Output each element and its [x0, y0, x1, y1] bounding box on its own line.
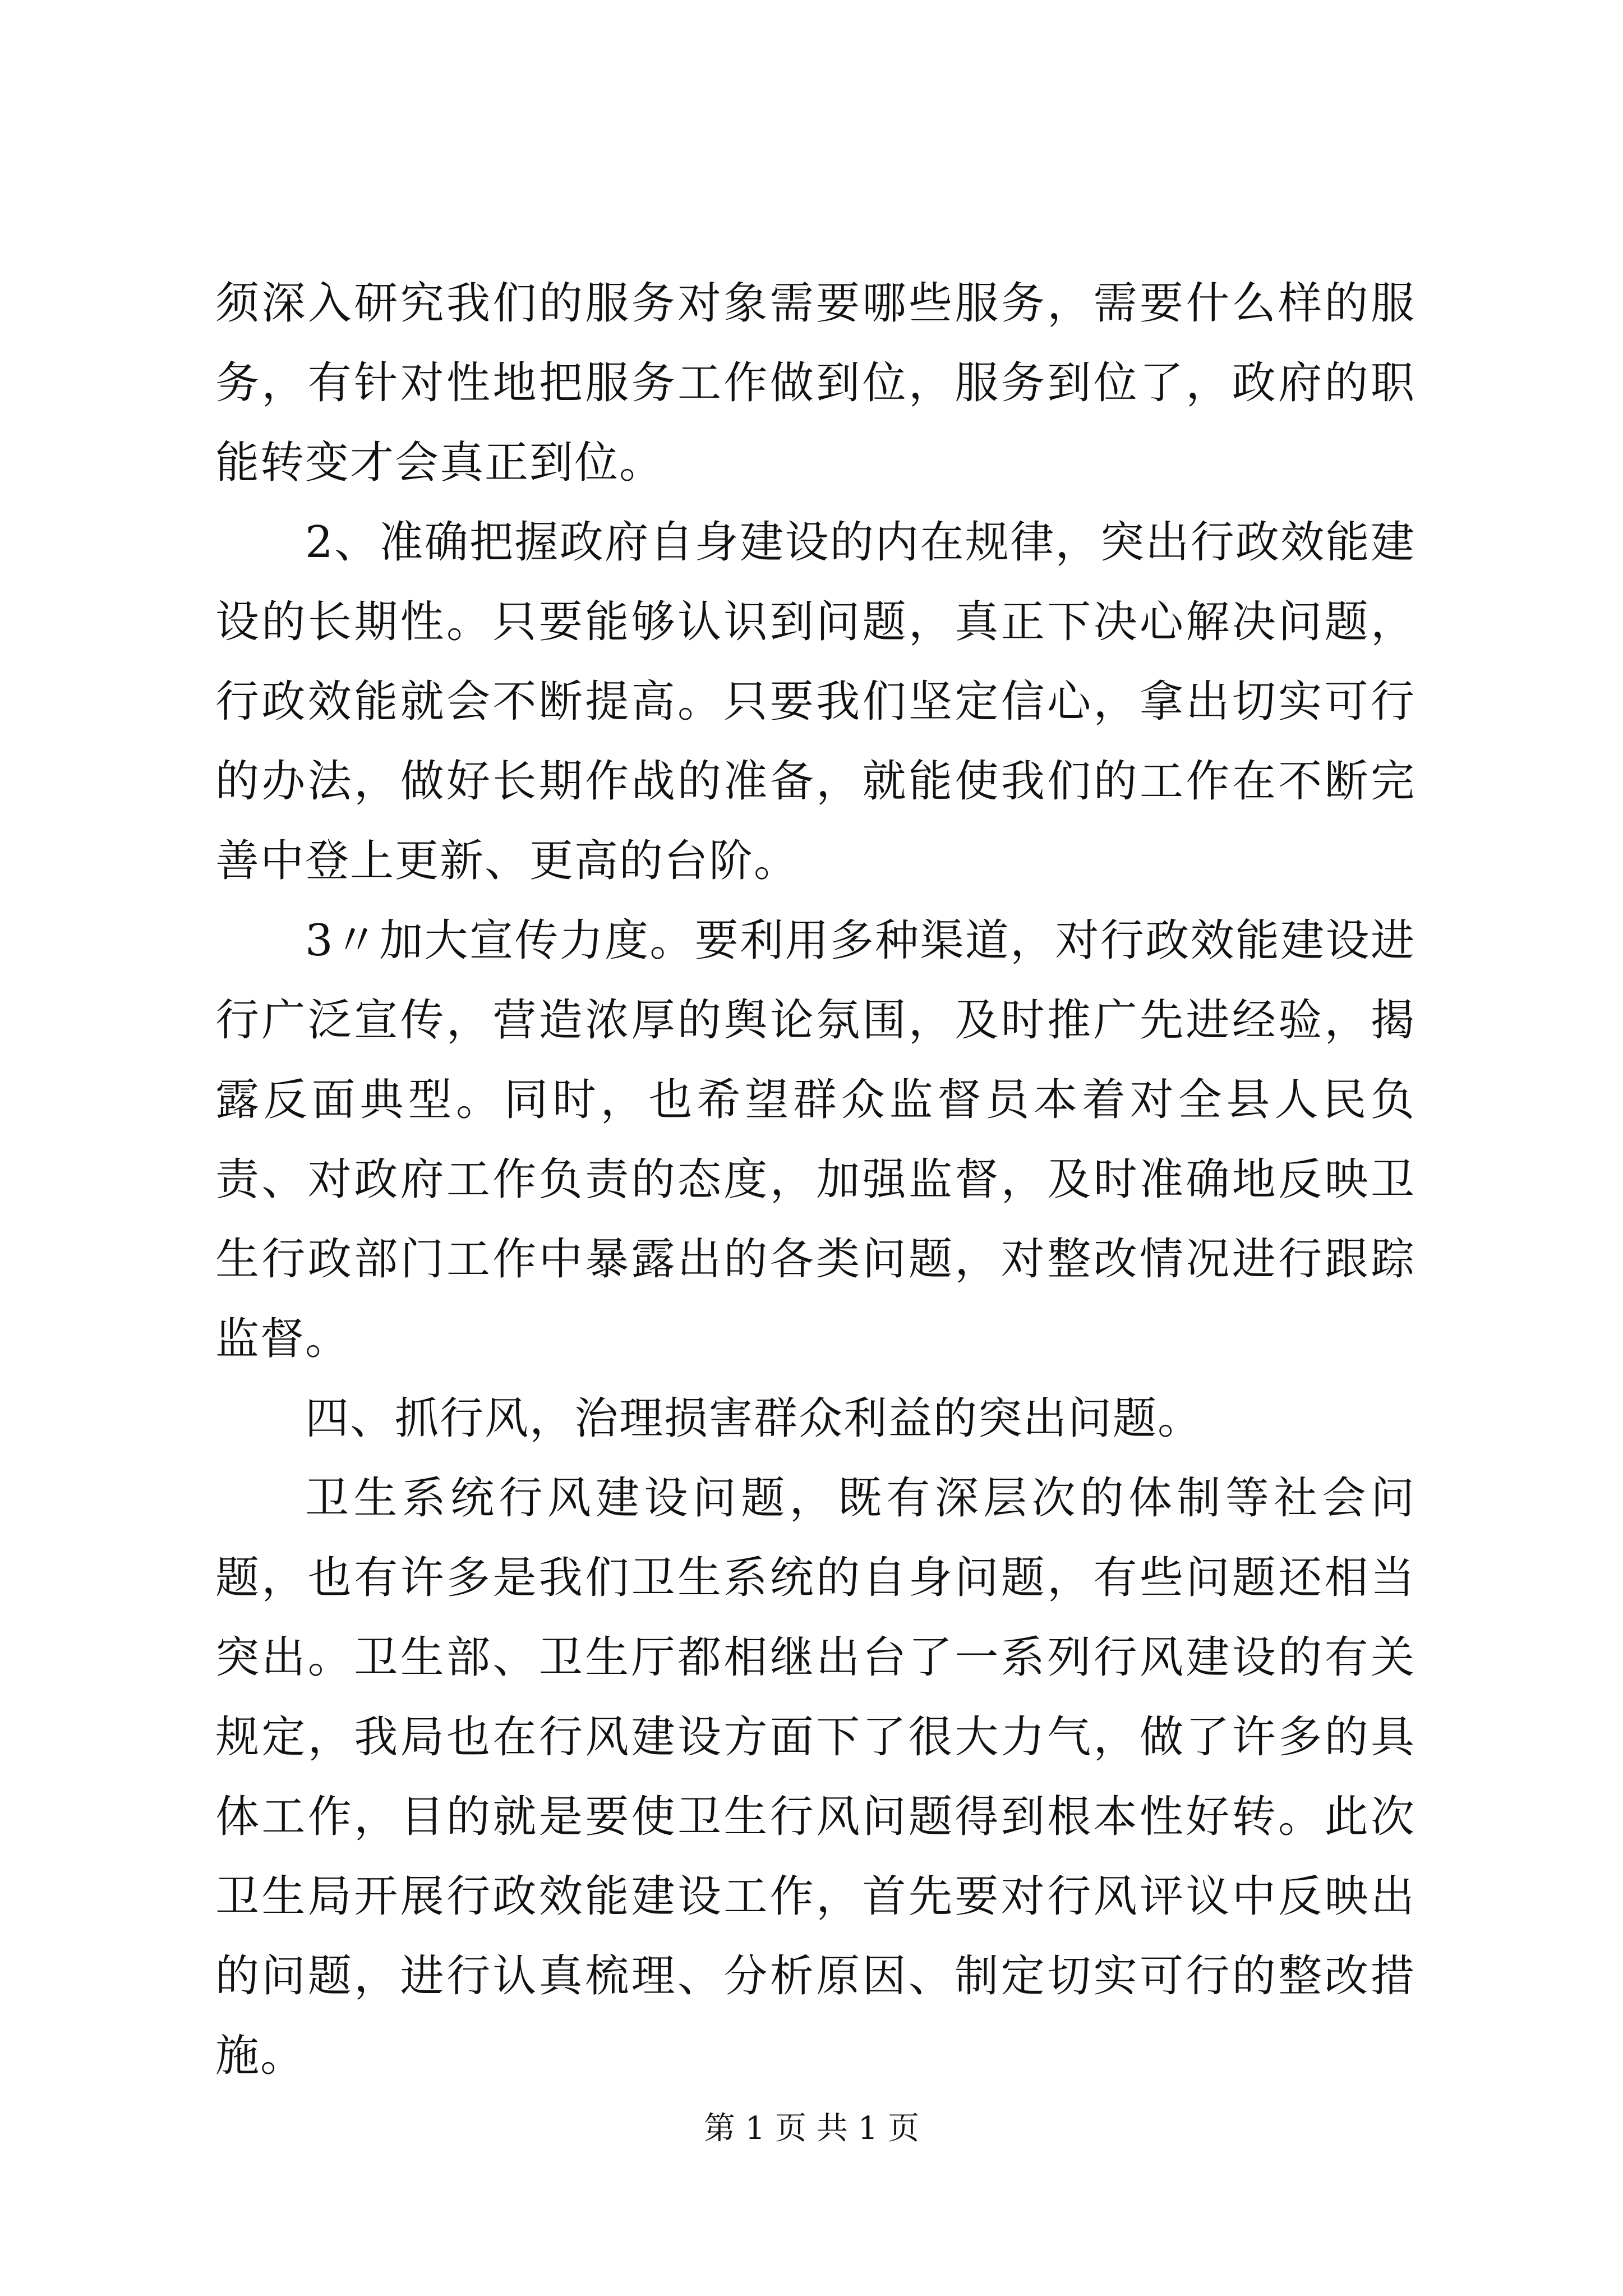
document-body — [215, 264, 1415, 2096]
paragraph-section-4-body: 卫生系统行风建设问题，既有深层次的体制等社会问题，也有许多是我们卫生系统的自身问题，有些问题还相当突出。卫生部、卫生厅都相继出台了一系列行风建设的有关规定，我局也在行风建设方面下了很大力气，做了许多的具体工作，目的就是要使卫生行风问题得到根本性好转。此次卫生局开展行政效能建设工作，首先要对行风评议中反映出的问题，进行认真梳理、分析原因、制定切实可行的整改措施。 — [215, 1473, 1415, 2081]
paragraph-item-3: 3〃加大宣传力度。要利用多种渠道，对行政效能建设进行广泛宣传，营造浓厚的舆论氛围，及时推广先进经验，揭露反面典型。同时，也希望群众监督员本着对全县人民负责、对政府工作负责的态度，加强监督，及时准确地反映卫生行政部门工作中暴露出的各类问题，对整改情况进行跟踪监督。 — [215, 915, 1415, 1364]
paragraph-item-2: 2、准确把握政府自身建设的内在规律，突出行政效能建设的长期性。只要能够认识到问题，真正下决心解决问题，行政效能就会不断提高。只要我们坚定信心，拿出切实可行的办法，做好长期作战的准备，就能使我们的工作在不断完善中登上更新、更高的台阶。 — [215, 517, 1415, 886]
paragraph-continuation: 须深入研究我们的服务对象需要哪些服务，需要什么样的服务，有针对性地把服务工作做到位，服务到位了，政府的职能转变才会真正到位。 — [215, 278, 1415, 488]
page-number-footer: 第 1 页 共 1 页 — [703, 2110, 920, 2147]
section-heading-4: 四、抓行风，治理损害群众利益的突出问题。 — [305, 1393, 1203, 1444]
